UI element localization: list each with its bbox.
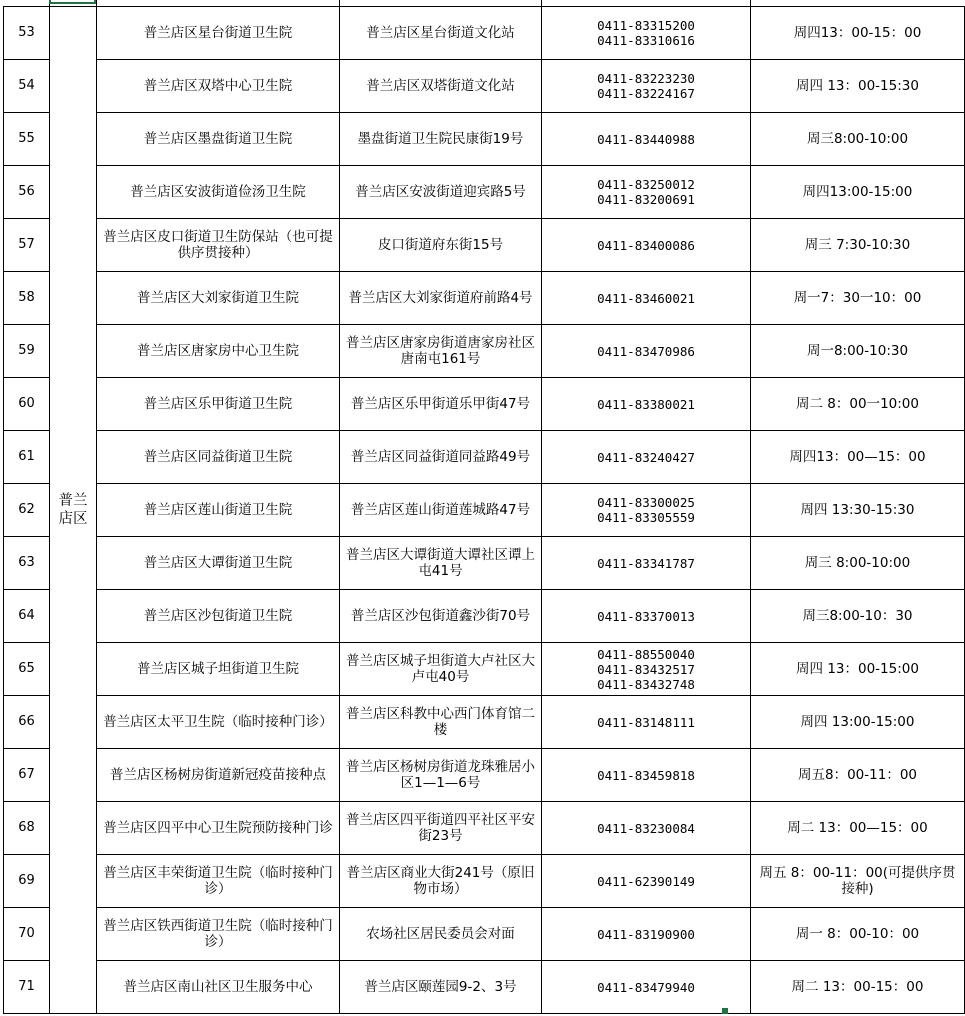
address-cell[interactable]: 普兰店区商业大街241号（原旧物市场） [340,855,542,908]
phone-number: 0411-83315200 [597,18,695,33]
address-cell[interactable]: 普兰店区大谭街道大谭社区谭上屯41号 [340,537,542,590]
table-row [4,643,965,696]
hours-cell[interactable]: 周四 13:00-15:00 [751,696,965,749]
row-number-cell[interactable]: 68 [4,802,50,855]
phone-cell[interactable] [542,537,751,590]
row-number-cell[interactable]: 63 [4,537,50,590]
site-name-cell[interactable]: 普兰店区星台街道卫生院 [97,7,340,60]
phone-number: 0411-83460021 [597,290,695,306]
site-name-cell[interactable]: 普兰店区安波街道俭汤卫生院 [97,166,340,219]
phone-cell[interactable] [542,219,751,272]
table-row [4,855,965,908]
address-cell[interactable]: 普兰店区安波街道迎宾路5号 [340,166,542,219]
hours-cell[interactable]: 周四 13：00-15:30 [751,60,965,113]
table-row [4,431,965,484]
table-row [4,537,965,590]
table-row [4,60,965,113]
address-cell[interactable]: 普兰店区双塔街道文化站 [340,60,542,113]
table-row [4,484,965,537]
site-name-cell[interactable]: 普兰店区南山社区卫生服务中心 [97,961,340,1014]
site-name-cell[interactable]: 普兰店区乐甲街道卫生院 [97,378,340,431]
row-number-cell[interactable]: 69 [4,855,50,908]
hours-cell[interactable]: 周四13：00—15：00 [751,431,965,484]
hours-cell[interactable]: 周三 7:30-10:30 [751,219,965,272]
phone-number: 0411-83310616 [597,33,695,48]
phone-cell[interactable] [542,643,751,696]
phone-number: 0411-83440988 [597,131,695,147]
phone-number: 0411-83479940 [597,979,695,995]
row-number-cell[interactable]: 54 [4,60,50,113]
phone-number: 0411-83432748 [597,676,695,692]
phone-cell[interactable] [542,113,751,166]
phone-number: 0411-83230084 [597,820,695,836]
table-row [4,696,965,749]
address-cell[interactable]: 普兰店区四平街道四平社区平安街23号 [340,802,542,855]
table-row [4,908,965,961]
hours-cell[interactable]: 周三8:00-10：30 [751,590,965,643]
address-cell[interactable]: 普兰店区城子坦街道大卢社区大卢屯40号 [340,643,542,696]
hours-cell[interactable]: 周五 8：00-11：00(可提供序贯接种) [751,855,965,908]
phone-cell[interactable] [542,378,751,431]
phone-number: 0411-83341787 [597,555,695,571]
table-row [4,378,965,431]
site-name-cell[interactable]: 普兰店区四平中心卫生院预防接种门诊 [97,802,340,855]
address-cell[interactable]: 普兰店区沙包街道鑫沙街70号 [340,590,542,643]
row-number-cell[interactable]: 71 [4,961,50,1014]
phone-number: 0411-83240427 [597,449,695,465]
table-row [4,166,965,219]
phone-number: 0411-83223230 [597,71,695,86]
row-number-cell[interactable]: 61 [4,431,50,484]
hours-cell[interactable]: 周四13:00-15:00 [751,166,965,219]
table-row [4,325,965,378]
cell-selection-marker[interactable] [49,0,96,4]
address-cell[interactable]: 普兰店区唐家房街道唐家房社区唐南屯161号 [340,325,542,378]
phone-number: 0411-83470986 [597,343,695,359]
address-cell[interactable]: 普兰店区杨树房街道龙珠雅居小区1—1—6号 [340,749,542,802]
hours-cell[interactable]: 周二 13：00-15：00 [751,961,965,1014]
phone-cell[interactable] [542,484,751,537]
hours-cell[interactable]: 周四 13:30-15:30 [751,484,965,537]
address-cell[interactable]: 普兰店区科教中心西门体育馆二楼 [340,696,542,749]
row-number-cell[interactable]: 56 [4,166,50,219]
hours-cell[interactable]: 周四 13：00-15:00 [751,643,965,696]
table-body [4,7,965,1014]
table-row [4,272,965,325]
phone-number: 0411-83305559 [597,510,695,525]
hours-cell[interactable]: 周三 8:00-10:00 [751,537,965,590]
site-name-cell[interactable]: 普兰店区同益街道卫生院 [97,431,340,484]
address-cell[interactable]: 农场社区居民委员会对面 [340,908,542,961]
site-name-cell[interactable]: 普兰店区丰荣街道卫生院（临时接种门诊） [97,855,340,908]
selection-fill-handle[interactable] [722,1008,728,1014]
address-cell[interactable]: 墨盘街道卫生院民康街19号 [340,113,542,166]
site-name-cell[interactable]: 普兰店区沙包街道卫生院 [97,590,340,643]
table-row [4,749,965,802]
row-number-cell[interactable]: 67 [4,749,50,802]
row-number-cell[interactable]: 57 [4,219,50,272]
address-cell[interactable]: 普兰店区星台街道文化站 [340,7,542,60]
row-number-cell[interactable]: 55 [4,113,50,166]
row-number-cell[interactable]: 70 [4,908,50,961]
site-name-cell[interactable]: 普兰店区唐家房中心卫生院 [97,325,340,378]
row-number-cell[interactable]: 64 [4,590,50,643]
row-number-cell[interactable]: 62 [4,484,50,537]
site-name-cell[interactable]: 普兰店区大谭街道卫生院 [97,537,340,590]
hours-cell[interactable]: 周五8：00-11：00 [751,749,965,802]
phone-cell[interactable] [542,7,751,60]
site-name-cell[interactable]: 普兰店区莲山街道卫生院 [97,484,340,537]
phone-cell[interactable] [542,431,751,484]
phone-cell[interactable] [542,961,751,1014]
row-number-cell[interactable]: 60 [4,378,50,431]
phone-number: 0411-83224167 [597,86,695,101]
address-cell[interactable]: 皮口街道府东街15号 [340,219,542,272]
phone-cell[interactable] [542,855,751,908]
district-cell[interactable]: 普兰店区 [50,7,97,1014]
phone-cell[interactable] [542,590,751,643]
table-row [4,219,965,272]
phone-number: 0411-62390149 [597,873,695,889]
site-name-cell[interactable]: 普兰店区墨盘街道卫生院 [97,113,340,166]
phone-number: 0411-83148111 [597,714,695,730]
vaccination-sites-table [3,6,965,1014]
site-name-cell[interactable]: 普兰店区双塔中心卫生院 [97,60,340,113]
site-name-cell[interactable]: 普兰店区皮口街道卫生防保站（也可提供序贯接种） [97,219,340,272]
phone-number: 0411-83300025 [597,495,695,510]
row-number-cell[interactable]: 58 [4,272,50,325]
phone-number: 0411-88550040 [597,646,695,662]
row-number-cell[interactable]: 65 [4,643,50,696]
address-cell[interactable]: 普兰店区大刘家街道府前路4号 [340,272,542,325]
phone-number: 0411-83200691 [597,192,695,207]
hours-cell[interactable]: 周二 13：00—15：00 [751,802,965,855]
table-row [4,7,965,60]
phone-cell[interactable] [542,696,751,749]
phone-cell[interactable] [542,325,751,378]
phone-number: 0411-83432517 [597,661,695,677]
address-cell[interactable]: 普兰店区同益街道同益路49号 [340,431,542,484]
phone-cell[interactable] [542,60,751,113]
hours-cell[interactable]: 周一7：30一10：00 [751,272,965,325]
row-number-cell[interactable]: 66 [4,696,50,749]
hours-cell[interactable]: 周一8:00-10:30 [751,325,965,378]
table-row [4,961,965,1014]
hours-cell[interactable]: 周一 8：00-10：00 [751,908,965,961]
site-name-cell[interactable]: 普兰店区杨树房街道新冠疫苗接种点 [97,749,340,802]
site-name-cell[interactable]: 普兰店区铁西街道卫生院（临时接种门诊） [97,908,340,961]
phone-cell[interactable] [542,166,751,219]
hours-cell[interactable]: 周四13：00-15：00 [751,7,965,60]
site-name-cell[interactable]: 普兰店区太平卫生院（临时接种门诊） [97,696,340,749]
address-cell[interactable]: 普兰店区莲山街道莲城路47号 [340,484,542,537]
address-cell[interactable]: 普兰店区乐甲街道乐甲街47号 [340,378,542,431]
hours-cell[interactable]: 周二 8：00一10:00 [751,378,965,431]
phone-cell[interactable] [542,272,751,325]
site-name-cell[interactable]: 普兰店区城子坦街道卫生院 [97,643,340,696]
row-number-cell[interactable]: 53 [4,7,50,60]
phone-number: 0411-83459818 [597,767,695,783]
row-number-cell[interactable]: 59 [4,325,50,378]
phone-number: 0411-83250012 [597,177,695,192]
table-row [4,113,965,166]
phone-number: 0411-83380021 [597,396,695,412]
hours-cell[interactable]: 周三8:00-10:00 [751,113,965,166]
table-row [4,802,965,855]
phone-number: 0411-83400086 [597,237,695,253]
phone-cell[interactable] [542,908,751,961]
table-row [4,590,965,643]
phone-number: 0411-83370013 [597,608,695,624]
phone-cell[interactable] [542,749,751,802]
phone-cell[interactable] [542,802,751,855]
address-cell[interactable]: 普兰店区颐莲园9-2、3号 [340,961,542,1014]
site-name-cell[interactable]: 普兰店区大刘家街道卫生院 [97,272,340,325]
phone-number: 0411-83190900 [597,926,695,942]
